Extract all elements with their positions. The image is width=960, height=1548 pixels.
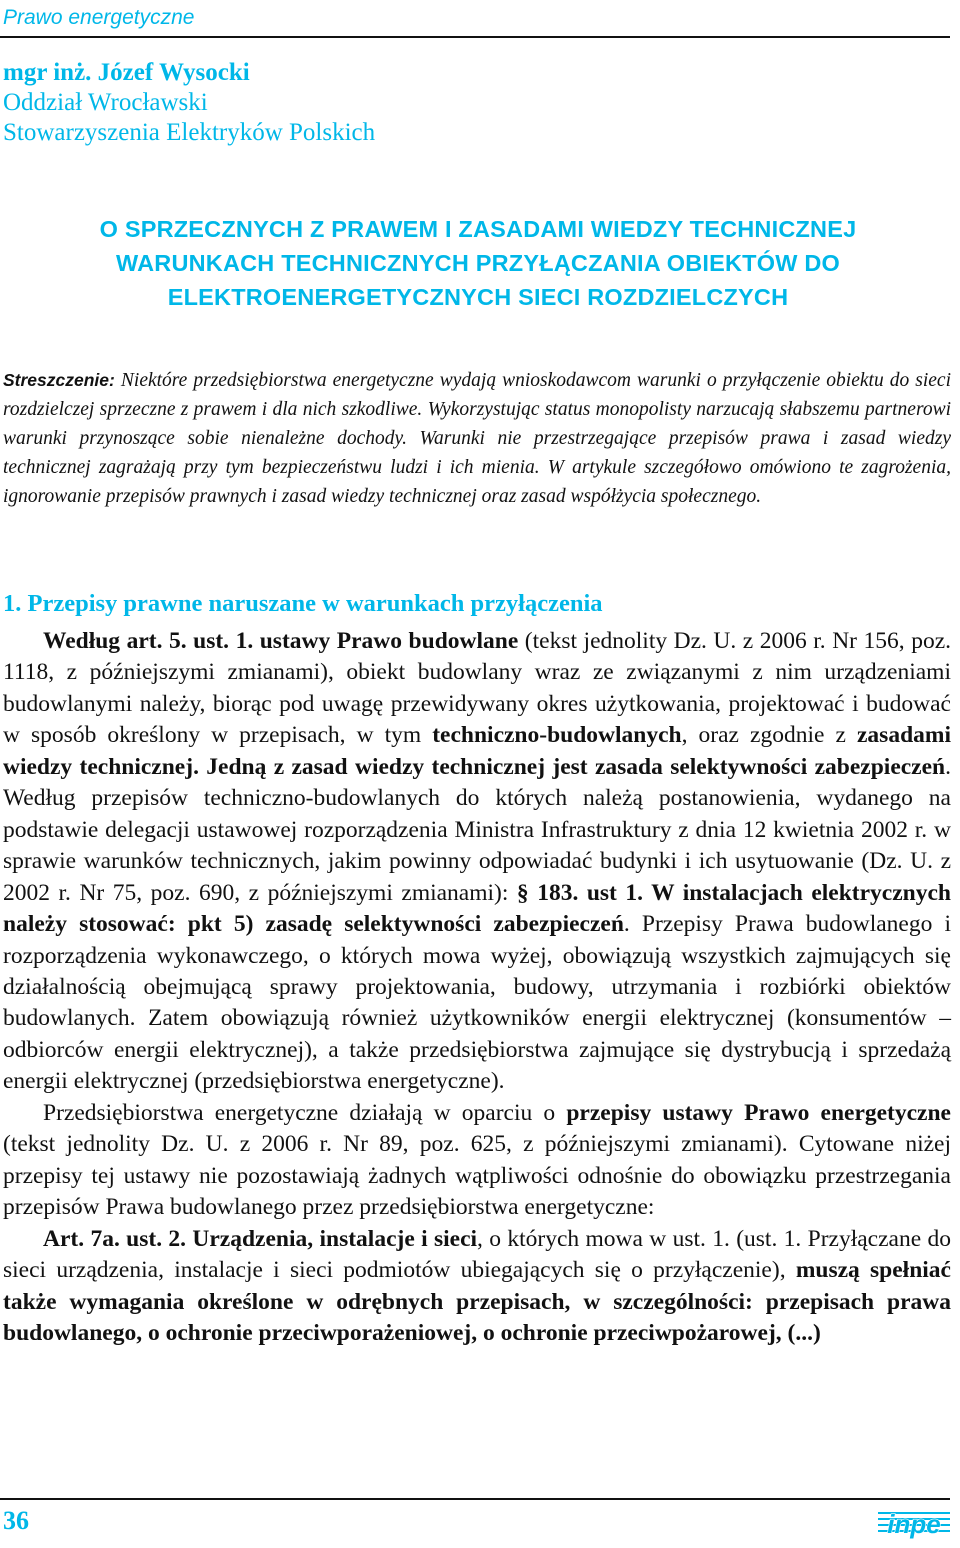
page-number: 36 <box>3 1506 29 1535</box>
body-paragraph-3 <box>3 1224 951 1350</box>
text-run: (tekst jednolity Dz. U. z 2006 r. Nr 89, poz. 625, z późniejszymi zmianami). Cytowane niżej przepisy tej ustawy nie pozostawiają żadnych wątpliwości odnośnie do obowiązku przestrzegania przepisów Prawa budowlanego przez przedsiębiorstwa energetyczne: <box>3 1131 951 1221</box>
article-title-line-2: WARUNKACH TECHNICZNYCH PRZYŁĄCZANIA OBIEKTÓW DO <box>116 250 840 276</box>
author-affiliation-line-1: Oddział Wrocławski <box>3 89 208 116</box>
bold-run: przepisy ustawy Prawo energetyczne <box>566 1099 951 1126</box>
bold-run: zasadami wiedzy technicznej. Jedną z zasad wiedzy technicznej jest zasada selektywności zabezpieczeń <box>3 722 951 780</box>
author-name: mgr inż. Józef Wysocki <box>3 59 250 86</box>
running-header: Prawo energetyczne <box>3 6 195 29</box>
abstract <box>3 366 951 511</box>
logo-text: inpe <box>887 1509 941 1539</box>
bold-run: techniczno-budowlanych <box>432 722 682 749</box>
text-run: , o których mowa w ust. 1. (ust. 1. Przyłączane do sieci urządzenia, instalacje i sieci podmiotów ubiegających się o przyłączenie), <box>3 1225 951 1284</box>
text-run: Przedsiębiorstwa energetyczne działają w oparciu o <box>43 1099 567 1126</box>
abstract-label: Streszczenie: <box>3 370 115 390</box>
bold-run: § 183. ust 1. W instalacjach elektrycznych należy stosować: pkt 5) zasadę selektywności zabezpieczeń <box>3 879 951 938</box>
author-block <box>3 58 903 148</box>
body-paragraph-2 <box>3 1098 951 1224</box>
text-run: , oraz zgodnie z <box>681 722 857 749</box>
article-title <box>0 212 956 314</box>
bold-run: Według art. 5. ust. 1. ustawy Prawo budowlane <box>43 628 519 654</box>
abstract-text: Niektóre przedsiębiorstwa energetyczne wydają wnioskodawcom warunki o przyłączenie obiektu do sieci rozdzielczej sprzeczne z prawem i dla nich szkodliwe. Wykorzystując status monopolisty narzucają słabszemu partnerowi warunki przynoszące sobie nienależne dochody. Warunki nie przestrzegające przepisów prawa i zasad wiedzy technicznej zagrażają przy tym bezpieczeństwu ludzi i ich mienia. W artykule szczegółowo omówiono te zagrożenia, ignorowanie przepisów prawnych i zasad wiedzy technicznej oraz zasad współżycia społecznego. <box>3 370 951 507</box>
author-affiliation-line-2: Stowarzyszenia Elektryków Polskich <box>3 119 376 146</box>
publisher-logo <box>878 1506 950 1542</box>
text-run: . Według przepisów techniczno-budowlanych do których należą postanowienia, wydanego na podstawie delegacji ustawowej rozporządzenia Ministra Infrastruktury z dnia 12 kwietnia 2002 r. w sprawie warunków technicznych, jakim powinny odpowiadać budynki i ich usytuowanie (Dz. U. z 2002 r. Nr 75, poz. 690, z późniejszymi zmianami): <box>3 753 951 906</box>
body-paragraph-1 <box>3 626 951 1098</box>
text-run: . Przepisy Prawa budowlanego i rozporządzenia wykonawczego, o których mowa wyżej, obowiązują wszystkich zajmujących się działalnością obejmującą sprawy projektowania, budowy, utrzymania i rozbiórki obiektów budowlanych. Zatem obowiązują również użytkowników energii elektrycznej (konsumentów – odbiorców energii elektrycznej), a także przedsiębiorstwa zajmujące się dystrybucją i sprzedażą energii elektrycznej (przedsiębiorstwa energetyczne). <box>3 911 951 1095</box>
text-run: (tekst jednolity Dz. U. z 2006 r. Nr 156, poz. 1118, z późniejszymi zmianami), obiekt budowlany wraz ze związanymi z nim urządzeniami budowlanymi należy, biorąc pod uwagę przewidywany okres użytkowania, projektować i budować w sposób określony w przepisach, w tym <box>3 628 951 749</box>
footer-divider <box>0 1498 950 1500</box>
bold-run: Art. 7a. ust. 2. Urządzenia, instalacje i sieci <box>43 1225 478 1252</box>
body-text <box>3 626 951 1349</box>
bold-run: muszą spełniać także wymagania określone w odrębnych przepisach, w szczególności: przepisach prawa budowlanego, o ochronie przeciwporażeniowej, o ochronie przeciwpożarowej, (...) <box>3 1257 951 1346</box>
section-heading: 1. Przepisy prawne naruszane w warunkach przyłączenia <box>3 590 603 617</box>
article-title-line-3: ELEKTROENERGETYCZNYCH SIECI ROZDZIELCZYCH <box>167 284 789 310</box>
header-divider <box>0 36 950 38</box>
article-title-line-1: O SPRZECZNYCH Z PRAWEM I ZASADAMI WIEDZY TECHNICZNEJ <box>99 216 857 242</box>
